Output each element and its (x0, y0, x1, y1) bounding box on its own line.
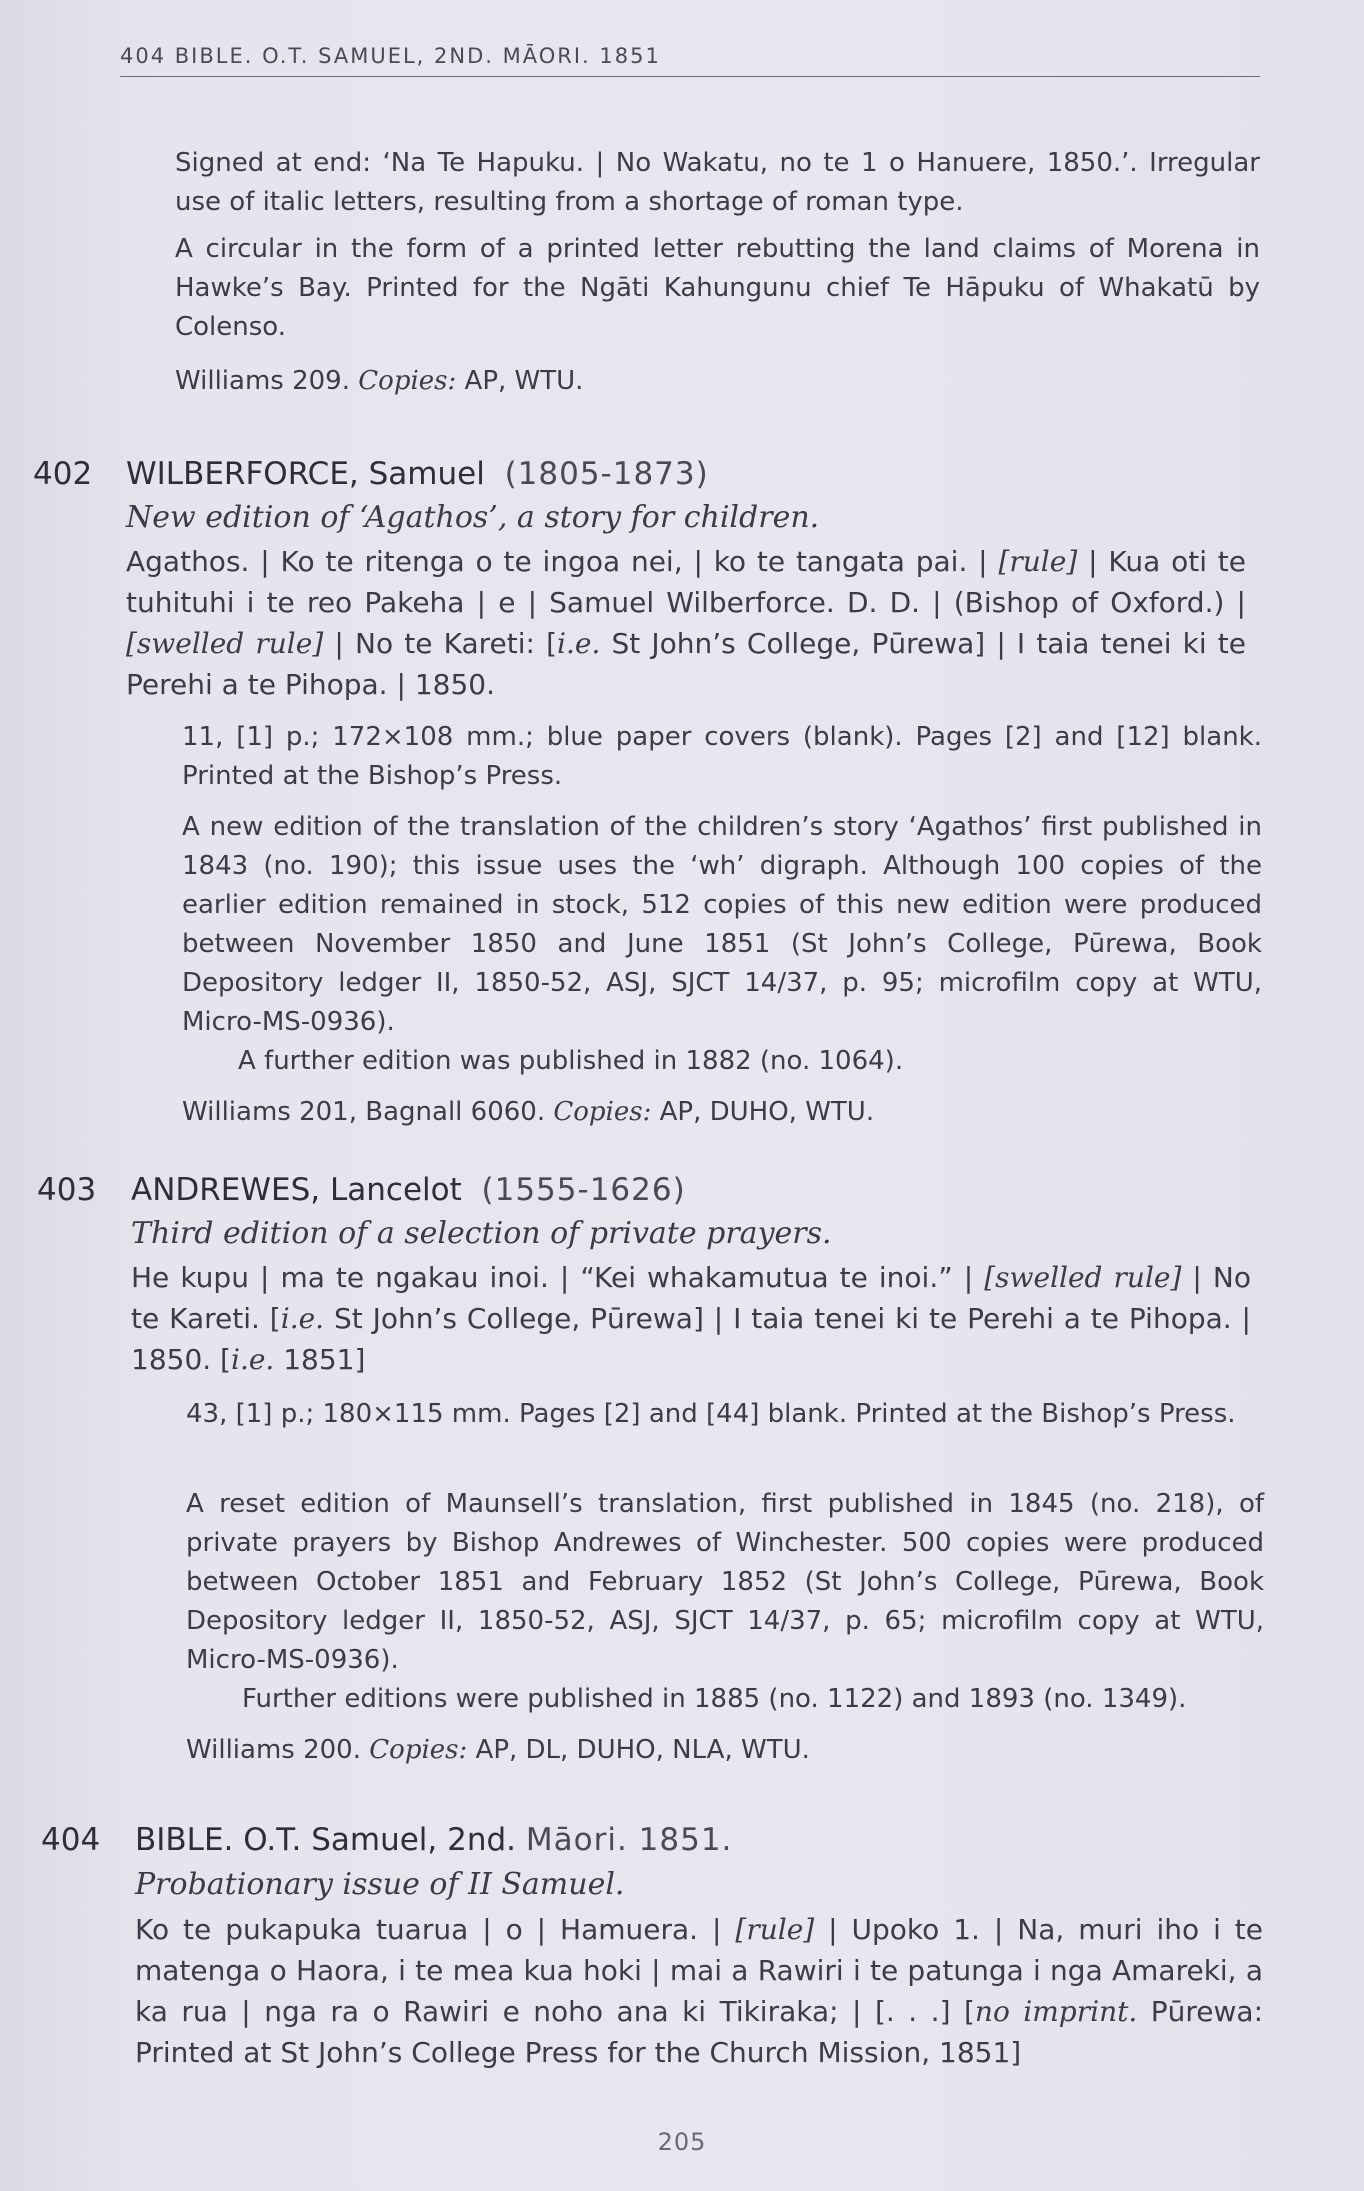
entry-title-transcription: Agathos. | Ko te ritenga o te ingoa nei, | ko te tangata pai. | [rule] | Kua oti te tuhituhi i te reo Pakeha | e | Samuel Wilberforce. D. D. | (Bishop of Oxford.) | [swelled rule] | No te Kareti: [i.e. St John’s College, Pūrewa] | I taia tenei ki te Perehi a te Pihopa. | 1850. (126, 545, 1247, 701)
entry-collation: 11, [1] p.; 172×108 mm.; blue paper covers (blank). Pages [2] and [12] blank. Printed at the Bishop’s Press. (182, 722, 1262, 791)
page-number: 205 (657, 2128, 707, 2156)
entry-subtitle: Probationary issue of II Samuel. (135, 1867, 625, 1902)
intro-description-paragraph: A circular in the form of a printed letter rebutting the land claims of Morena in Hawke’s Bay. Printed for the Ngāti Kahungunu chief Te Hāpuku of Whakatū by Colenso. (175, 234, 1260, 342)
entry-heading: ANDREWES, Lancelot (1555-1626) (131, 1172, 686, 1208)
entry-title-transcription: Ko te pukapuka tuarua | o | Hamuera. | [rule] | Upoko 1. | Na, muri iho i te matenga o Haora, i te mea kua hoki | mai a Rawiri i te patunga i nga Amareki, a ka rua | nga ra o Rawiri e noho ana ki Tikiraka; | [. . .] [no imprint. Pūrewa: Printed at St John’s College Press for the Church Mission, 1851] (135, 1913, 1263, 2069)
entry-subtitle: Third edition of a selection of private prayers. (131, 1216, 832, 1251)
entry-number: 404 (41, 1822, 101, 1858)
entry-further-edition-note: A further edition was published in 1882 (no. 1064). (238, 1046, 904, 1076)
entry-number: 402 (33, 456, 93, 492)
entry-references: Williams 201, Bagnall 6060. Copies: AP, DUHO, WTU. (182, 1097, 875, 1127)
entry-subtitle: New edition of ‘Agathos’, a story for children. (126, 500, 820, 535)
entry-further-edition-note: Further editions were published in 1885 (no. 1122) and 1893 (no. 1349). (242, 1684, 1187, 1714)
entry-heading: WILBERFORCE, Samuel (1805-1873) (126, 456, 709, 492)
entry-note: A new edition of the translation of the children’s story ‘Agathos’ first published in 1843 (no. 190); this issue uses the ‘wh’ digraph. Although 100 copies of the earlier edition remained in stock, 512 copies of this new edition were produced between November 1850 and June 1851 (St John’s College, Pūrewa, Book Depository ledger II, 1850-52, ASJ, SJCT 14/37, p. 95; microfilm copy at WTU, Micro-MS-0936). (182, 812, 1262, 1037)
entry-heading: BIBLE. O.T. Samuel, 2nd. Māori. 1851. (135, 1822, 733, 1858)
entry-collation: 43, [1] p.; 180×115 mm. Pages [2] and [44] blank. Printed at the Bishop’s Press. (186, 1399, 1236, 1429)
entry-title-transcription: He kupu | ma te ngakau inoi. | “Kei whakamutua te inoi.” | [swelled rule] | No te Kareti. [i.e. St John’s College, Pūrewa] | I taia tenei ki te Perehi a te Pihopa. | 1850. [i.e. 1851] (131, 1261, 1251, 1376)
entry-number: 403 (37, 1172, 97, 1208)
running-head: 404 BIBLE. O.T. SAMUEL, 2ND. MĀORI. 1851 (120, 44, 1260, 77)
entry-references: Williams 200. Copies: AP, DL, DUHO, NLA, WTU. (186, 1735, 810, 1765)
entry-note: A reset edition of Maunsell’s translation, first published in 1845 (no. 218), of private prayers by Bishop Andrewes of Winchester. 500 copies were produced between October 1851 and February 1852 (St John’s College, Pūrewa, Book Depository ledger II, 1850-52, ASJ, SJCT 14/37, p. 65; microfilm copy at WTU, Micro-MS-0936). (186, 1489, 1264, 1675)
intro-references: Williams 209. Copies: AP, WTU. (175, 366, 584, 396)
intro-signature-paragraph: Signed at end: ‘Na Te Hapuku. | No Wakatu, no te 1 o Hanuere, 1850.’. Irregular use of italic letters, resulting from a shortage of roman type. (175, 148, 1260, 217)
